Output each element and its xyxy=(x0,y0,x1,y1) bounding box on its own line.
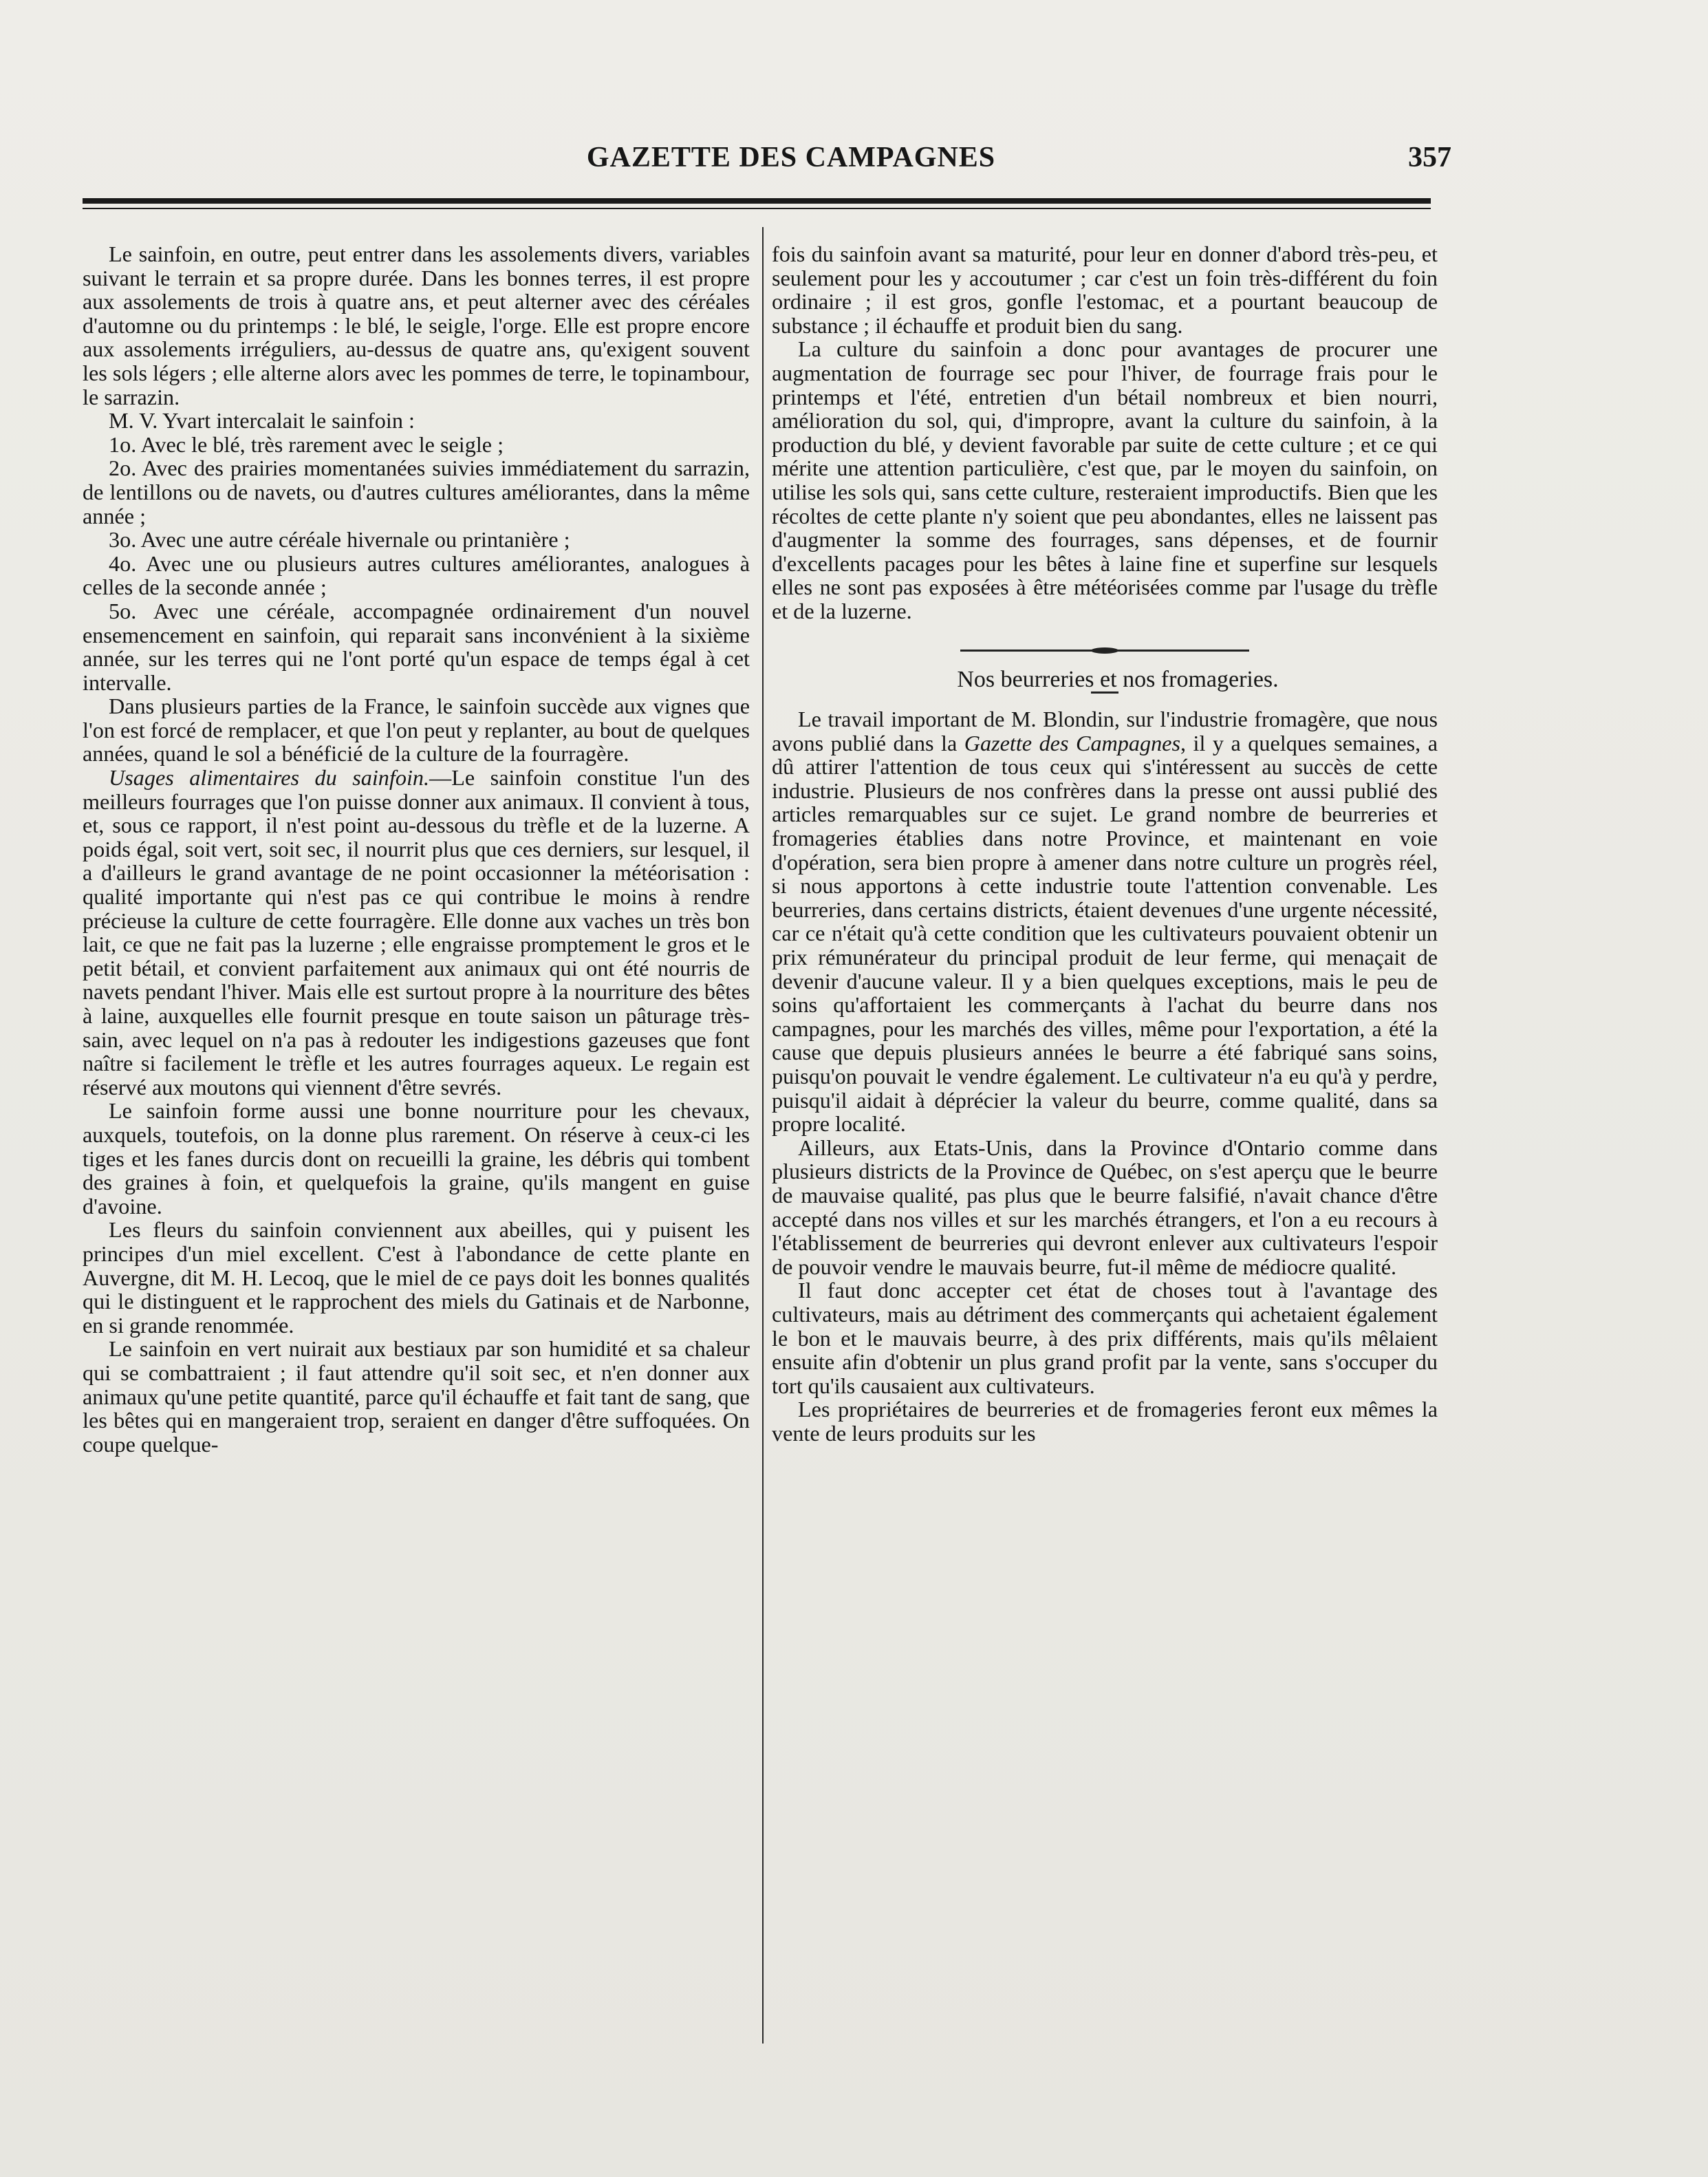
paragraph: fois du sainfoin avant sa maturité, pour leur en donner d'abord très-peu, et seulement pour les y accoutumer ; car c'est un foin très-différent du foin ordinaire ; il est gros, gonfle l'estomac, et a pourtant beaucoup de substance ; il échauffe et produit bien du sang. xyxy=(772,242,1438,338)
paragraph: Le sainfoin en vert nuirait aux bestiaux par son humidité et sa chaleur qui se combattraient ; il faut attendre qu'il soit sec, et n'en donner aux animaux qu'une petite quantité, parce qu'il échauffe et fait tant de sang, que les bêtes qui en mangeraient trop, seraient en danger d'être suffoquées. On coupe quelque- xyxy=(83,1336,750,1457)
page-header xyxy=(76,141,1451,189)
list-item: 3o. Avec une autre céréale hivernale ou printanière ; xyxy=(109,527,570,553)
page-number: 357 xyxy=(1408,142,1451,173)
paragraph xyxy=(83,766,750,1099)
section-dash xyxy=(1091,691,1118,694)
right-column xyxy=(772,242,1438,1446)
paragraph-text: , il y a quelques semaines, a dû attirer l'attention de tous ceux qui s'intéressent au succès de cette industrie. Plusieurs de nos confrères dans la presse ont aussi publié des articles remarquables sur ce sujet. Le grand nombre de beurreries et fromageries établies dans notre Province, et maintenant en voie d'opération, sera bien propre à amener dans notre culture un progrès réel, si nous apportons à cette industrie toute l'attention convenable. Les beurreries, dans certains districts, étaient devenues d'une urgente nécessité, car ce n'était qu'à cette condition que les cultivateurs pouvaient obtenir un prix rémunérateur du principal produit de leur ferme, qui menaçait de devenir d'aucune valeur. Il y a bien quelques exceptions, mais le peu de soins qu'affortaient les commerçants à l'achat du beurre dans nos campagnes, pour les marchés des villes, même pour l'exportation, a été la cause que depuis plusieurs années le beurre a été fabriqué sans soins, puisqu'on pouvait le vendre également. Le cultivateur n'a eu qu'à y perdre, puisqu'il aidait à déprécier la valeur du beurre, comme qualité, dans sa propre localité. xyxy=(772,730,1438,1137)
list-item: 2o. Avec des prairies momentanées suivies immédiatement du sarrazin, de lentillons ou de navets, ou d'autres cultures améliorantes, dans la même année ; xyxy=(83,455,750,528)
list-item: 1o. Avec le blé, très rarement avec le seigle ; xyxy=(109,431,504,457)
list-item: 5o. Avec une céréale, accompagnée ordinairement d'un nouvel ensemencement en sainfoin, qui reparait sans inconvénient à la sixième année, sur les terres qui ne l'ont porté qu'un espace de temps égal à cet intervalle. xyxy=(83,598,750,695)
running-title: GAZETTE DES CAMPAGNES xyxy=(586,142,996,173)
paragraph: Ailleurs, aux Etats-Unis, dans la Province d'Ontario comme dans plusieurs districts de la Province de Québec, on s'est aperçu que le beurre de mauvaise qualité, pas plus que le beurre falsifié, n'avait chance d'être accepté dans nos villes et sur les marchés étrangers, et l'on a eu recours à l'établissement de beurreries qui devront enlever aux cultivateurs l'espoir de pouvoir vendre le mauvais beurre, fut-il même de médiocre qualité. xyxy=(772,1135,1438,1279)
list-item: 4o. Avec une ou plusieurs autres cultures améliorantes, analogues à celles de la seconde année ; xyxy=(83,550,750,600)
column-divider xyxy=(762,227,764,2044)
paragraph: La culture du sainfoin a donc pour avantages de procurer une augmentation de fourrage sec pour l'hiver, de fourrage frais pour le printemps et l'été, entretien d'un bétail nombreux et bien nourri, amélioration du sol, qui, d'impropre, avant la culture du sainfoin, à la production du blé, y devient favorable par suite de cette culture ; et ce qui mérite une attention particulière, c'est que, par le moyen du sainfoin, on utilise les sols qui, sans cette culture, resteraient improductifs. Bien que les récoltes de cette plante n'y soient que peu abondantes, elles ne laissent pas d'augmenter la somme des fourrages, sans dépenses, et de fournir d'excellents pacages pour les bêtes à laine fine et superfine sur lesquels elles ne sont pas exposées à être météorisées comme par l'usage du trèfle et de la luzerne. xyxy=(772,336,1438,623)
paragraph: Les fleurs du sainfoin conviennent aux abeilles, qui y puisent les principes d'un miel excellent. C'est à l'abondance de cette plante en Auvergne, dit M. H. Lecoq, que le miel de ce pays doit les bonnes qualités qui le distinguent et le rapprochent des miels du Gatinais et de Narbonne, en si grande renommée. xyxy=(83,1217,750,1338)
subsection-lead: Usages alimentaires du sainfoin. xyxy=(109,765,430,791)
left-column xyxy=(83,242,750,1456)
paragraph: Les propriétaires de beurreries et de fromageries feront eux mêmes la vente de leurs produits sur les xyxy=(772,1397,1438,1446)
publication-name: Gazette des Campagnes xyxy=(964,730,1180,755)
paragraph: Il faut donc accepter cet état de choses tout à l'avantage des cultivateurs, mais au détriment des commerçants qui achetaient également le bon et le mauvais beurre, à des prix différents, mais qu'ils mêlaient ensuite afin d'obtenir un plus grand profit par la vente, sans s'occuper du tort qu'ils causaient aux cultivateurs. xyxy=(772,1278,1438,1398)
header-rule-thin xyxy=(83,208,1431,209)
section-title: Nos beurreries et nos fromageries. xyxy=(957,666,1279,692)
paragraph: Dans plusieurs parties de la France, le sainfoin succède aux vignes que l'on est forcé de remplacer, et que l'on peut y replanter, au bout de quelques années, quand le sol a bénéficié de la culture de la fourragère. xyxy=(83,694,750,766)
header-rule-thick xyxy=(83,198,1431,204)
paragraph xyxy=(772,707,1438,1136)
paragraph-text: —Le sainfoin constitue l'un des meilleurs fourrages que l'on puisse donner aux animaux. Il convient à tous, et, sous ce rapport, il n'est point au-dessous du trèfle et de la luzerne. A poids égal, soit vert, soit sec, il nourrit plus que ces derniers, sur lesquel, il a d'ailleurs le grand avantage de ne point occasionner la météorisation : qualité importante qui n'est pas ce qui contribue le moins à rendre précieuse la culture de cette fourragère. Elle donne aux vaches un très bon lait, ce que ne fait pas la luzerne ; elle engraisse promptement le gros et le petit bétail, et convient parfaitement aux animaux qui ont été nourris de navets pendant l'hiver. Mais elle est surtout propre à la nourriture des bêtes à laine, auxquelles elle fournit presque en toute saison un pâturage très-sain, avec lequel on n'a pas à redouter les indigestions gazeuses que font naître si facilement le trèfle et les autres fourrages aqueux. Le regain est réservé aux moutons qui viennent d'être sevrés. xyxy=(83,765,750,1100)
section-ornament-rule xyxy=(960,650,1249,652)
paragraph: Le sainfoin, en outre, peut entrer dans les assolements divers, variables suivant le terrain et sa propre durée. Dans les bonnes terres, il est propre aux assolements de trois à quatre ans, et peut alterner avec des céréales d'automne ou du printemps : le blé, le seigle, l'orge. Elle est propre encore aux assolements irréguliers, au-dessus de quatre ans, qu'exigent souvent les sols légers ; elle alterne alors avec les pommes de terre, le topinambour, le sarrazin. xyxy=(83,242,750,409)
paragraph: Le sainfoin forme aussi une bonne nourriture pour les chevaux, auxquels, toutefois, on la donne plus rarement. On réserve à ceux-ci les tiges et les fanes durcis dont on recueilli la graine, les débris qui tombent des graines à foin, et quelquefois la graine, qu'ils mangent en guise d'avoine. xyxy=(83,1098,750,1219)
paragraph-text: Le travail important de M. Blondin, sur l'industrie fromagère, que nous avons publié dans la xyxy=(772,707,1438,755)
paragraph: M. V. Yvart intercalait le sainfoin : xyxy=(109,408,415,433)
